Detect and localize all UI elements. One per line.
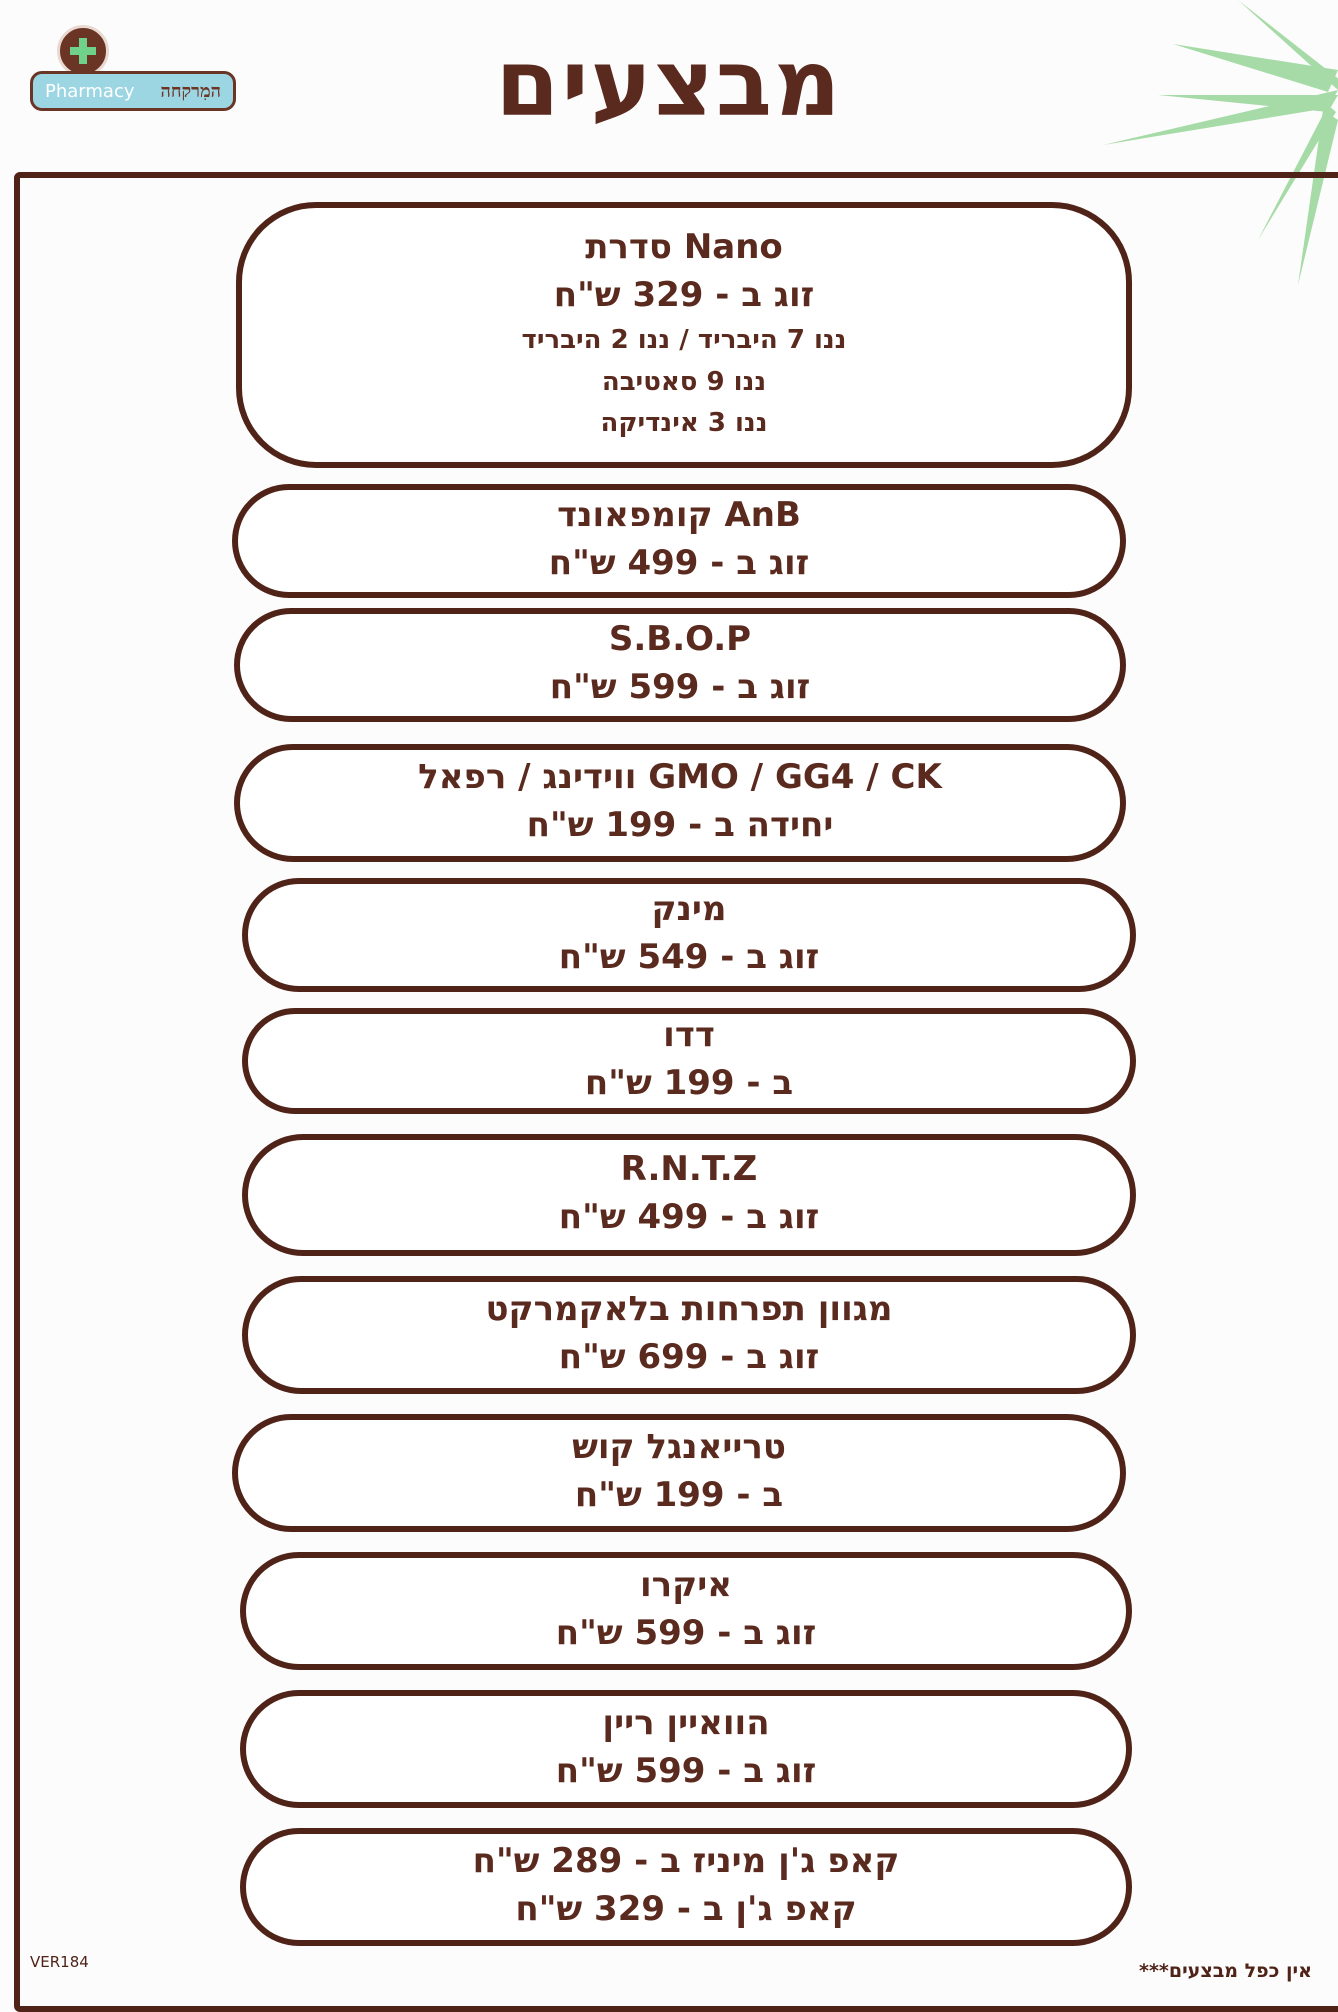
offer-price: ב - 199 ש"ח	[584, 1063, 794, 1104]
offer-price: זוג ב - 599 ש"ח	[555, 1613, 817, 1654]
offer-detail: ננו 3 אינדיקה	[600, 408, 768, 439]
offer-price: ב - 199 ש"ח	[574, 1475, 784, 1516]
offer-card-ikaro	[240, 1552, 1132, 1670]
offer-detail: ננו 7 היבריד / ננו 2 היבריד	[521, 325, 847, 356]
offer-price: זוג ב - 329 ש"ח	[553, 274, 815, 315]
offer-price: זוג ב - 699 ש"ח	[558, 1337, 820, 1378]
offer-title: S.B.O.P	[608, 619, 752, 660]
offer-card-dedo	[242, 1008, 1136, 1114]
offer-title: GMO / GG4 / CK ווידינג / רפאל	[418, 757, 942, 798]
offer-title: איקרו	[640, 1565, 732, 1606]
offer-card-gmo	[234, 744, 1126, 862]
offer-card-blackmarket	[242, 1276, 1136, 1394]
offer-price: זוג ב - 549 ש"ח	[558, 937, 820, 978]
no-double-offers-note: אין כפל מבצעים***	[1139, 1960, 1312, 1982]
offer-title: הוואיין ריין	[602, 1703, 770, 1744]
offer-card-triangle-kush	[232, 1414, 1126, 1532]
offer-price: זוג ב - 599 ש"ח	[555, 1751, 817, 1792]
offer-price: זוג ב - 499 ש"ח	[548, 543, 810, 584]
offer-title: דדו	[663, 1015, 715, 1056]
version-label: VER184	[30, 1953, 89, 1971]
offer-title: Nano סדרת	[585, 227, 783, 268]
logo-text-en: Pharmacy	[45, 80, 135, 102]
offer-price: זוג ב - 599 ש"ח	[549, 667, 811, 708]
offer-title: AnB קומפאונד	[557, 495, 801, 536]
offer-card-mink	[242, 878, 1136, 992]
offer-card-sbop	[234, 608, 1126, 722]
offer-title: קאפ ג'ן מיניז ב - 289 ש"ח	[472, 1841, 900, 1882]
offer-price: זוג ב - 499 ש"ח	[558, 1197, 820, 1238]
offer-card-rntz	[242, 1134, 1136, 1256]
offer-title: מגוון תפרחות בלאקמרקט	[485, 1289, 893, 1330]
offer-title: R.N.T.Z	[620, 1149, 758, 1190]
offer-detail: ננו 9 סאטיבה	[601, 366, 767, 397]
offer-card-hawaiian-rain	[240, 1690, 1132, 1808]
offer-price: קאפ ג'ן ב - 329 ש"ח	[515, 1889, 857, 1930]
offer-title: טרייאנגל קוש	[572, 1427, 786, 1468]
offer-card-capgen	[240, 1828, 1132, 1946]
offer-title: מינק	[651, 889, 727, 930]
logo-text-he: המִרקחה	[160, 80, 221, 102]
offer-card-nano	[236, 202, 1132, 468]
offer-price: יחידה ב - 199 ש"ח	[526, 805, 834, 846]
page-title: מבצעים	[495, 30, 843, 137]
offer-card-anb	[232, 484, 1126, 598]
